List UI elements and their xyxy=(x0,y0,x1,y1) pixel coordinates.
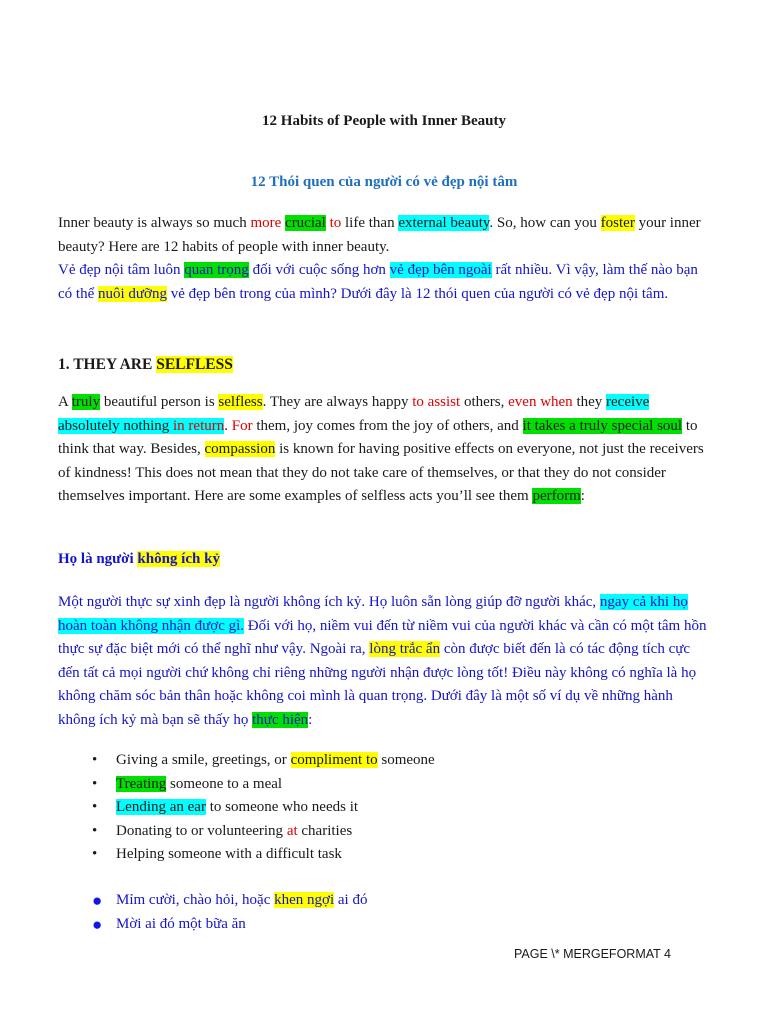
section-heading-vietnamese: Họ là người không ích kỷ xyxy=(58,551,220,567)
list-item: • Giving a smile, greetings, or compliment to someone xyxy=(58,749,435,773)
intro-paragraph-vietnamese: Vẻ đẹp nội tâm luôn quan trọng đối với cuộc sống hơn vẻ đẹp bên ngoài rất nhiều. Vì vậy, làm thế nào bạn có thể nuôi dưỡng vẻ đẹp bên trong của mình? Dưới đây là 12 thói quen của người có vẻ đẹp nội tâm. xyxy=(58,262,698,302)
bullet-icon: ● xyxy=(92,891,103,910)
document-title-vietnamese: 12 Thói quen của người có vẻ đẹp nội tâm xyxy=(250,174,518,190)
selfless-paragraph-vietnamese: Một người thực sự xinh đẹp là người không ích kỷ. Họ luôn sẵn lòng giúp đỡ người khác, ngay cả khi họ hoàn toàn không nhận được gì. Đối với họ, niềm vui đến từ niềm vui của người khác và cần có một tâm hồn thực sự đặc biệt mới có thể nghĩ như vậy. Ngoài ra, lòng trắc ẩn còn được biết đến là có tác động tích cực đến tất cả mọi người chứ không chỉ riêng những người nhận được lòng tốt! Điều này không có nghĩa là họ không chăm sóc bản thân hoặc không coi mình là quan trọng. Dưới đây là một số ví dụ về những hành không ích kỷ mà bạn sẽ thấy họ thực hiện: xyxy=(58,594,707,728)
page-number-footer: PAGE \* MERGEFORMAT 4 xyxy=(514,947,671,961)
bullet-icon: ● xyxy=(92,914,103,934)
list-item: • Lending an ear to someone who needs it xyxy=(58,796,435,820)
list-item: ● Mời ai đó một bữa ăn xyxy=(58,913,367,937)
list-item: ● Mỉm cười, chào hỏi, hoặc khen ngợi ai đó xyxy=(58,889,367,913)
examples-list-vietnamese xyxy=(58,889,367,936)
bullet-icon: • xyxy=(92,846,98,862)
list-item: • Helping someone with a difficult task xyxy=(58,843,435,867)
document-title: 12 Habits of People with Inner Beauty xyxy=(262,113,506,129)
bullet-icon: • xyxy=(92,752,98,768)
bullet-icon: • xyxy=(92,775,98,792)
section-heading-selfless: 1. THEY ARE SELFLESS xyxy=(58,356,233,373)
examples-list-english xyxy=(58,749,435,867)
list-item: • Donating to or volunteering at charities xyxy=(58,820,435,844)
intro-paragraph-english: Inner beauty is always so much more crucial to life than external beauty. So, how can you foster your inner beauty? Here are 12 habits of people with inner beauty. xyxy=(58,215,701,255)
bullet-icon: • xyxy=(92,799,98,815)
selfless-paragraph-english: A truly beautiful person is selfless. They are always happy to assist others, even when they receive absolutely nothing in return. For them, joy comes from the joy of others, and it takes a truly special soul to think that way. Besides, compassion is known for having positive effects on everyone, not just the receivers of kindness! This does not mean that they do not take care of themselves, or that they do not consider themselves important. Here are some examples of selfless acts you’ll see them perform: xyxy=(58,394,704,504)
list-item: • Treating someone to a meal xyxy=(58,773,435,797)
bullet-icon: • xyxy=(92,822,98,839)
